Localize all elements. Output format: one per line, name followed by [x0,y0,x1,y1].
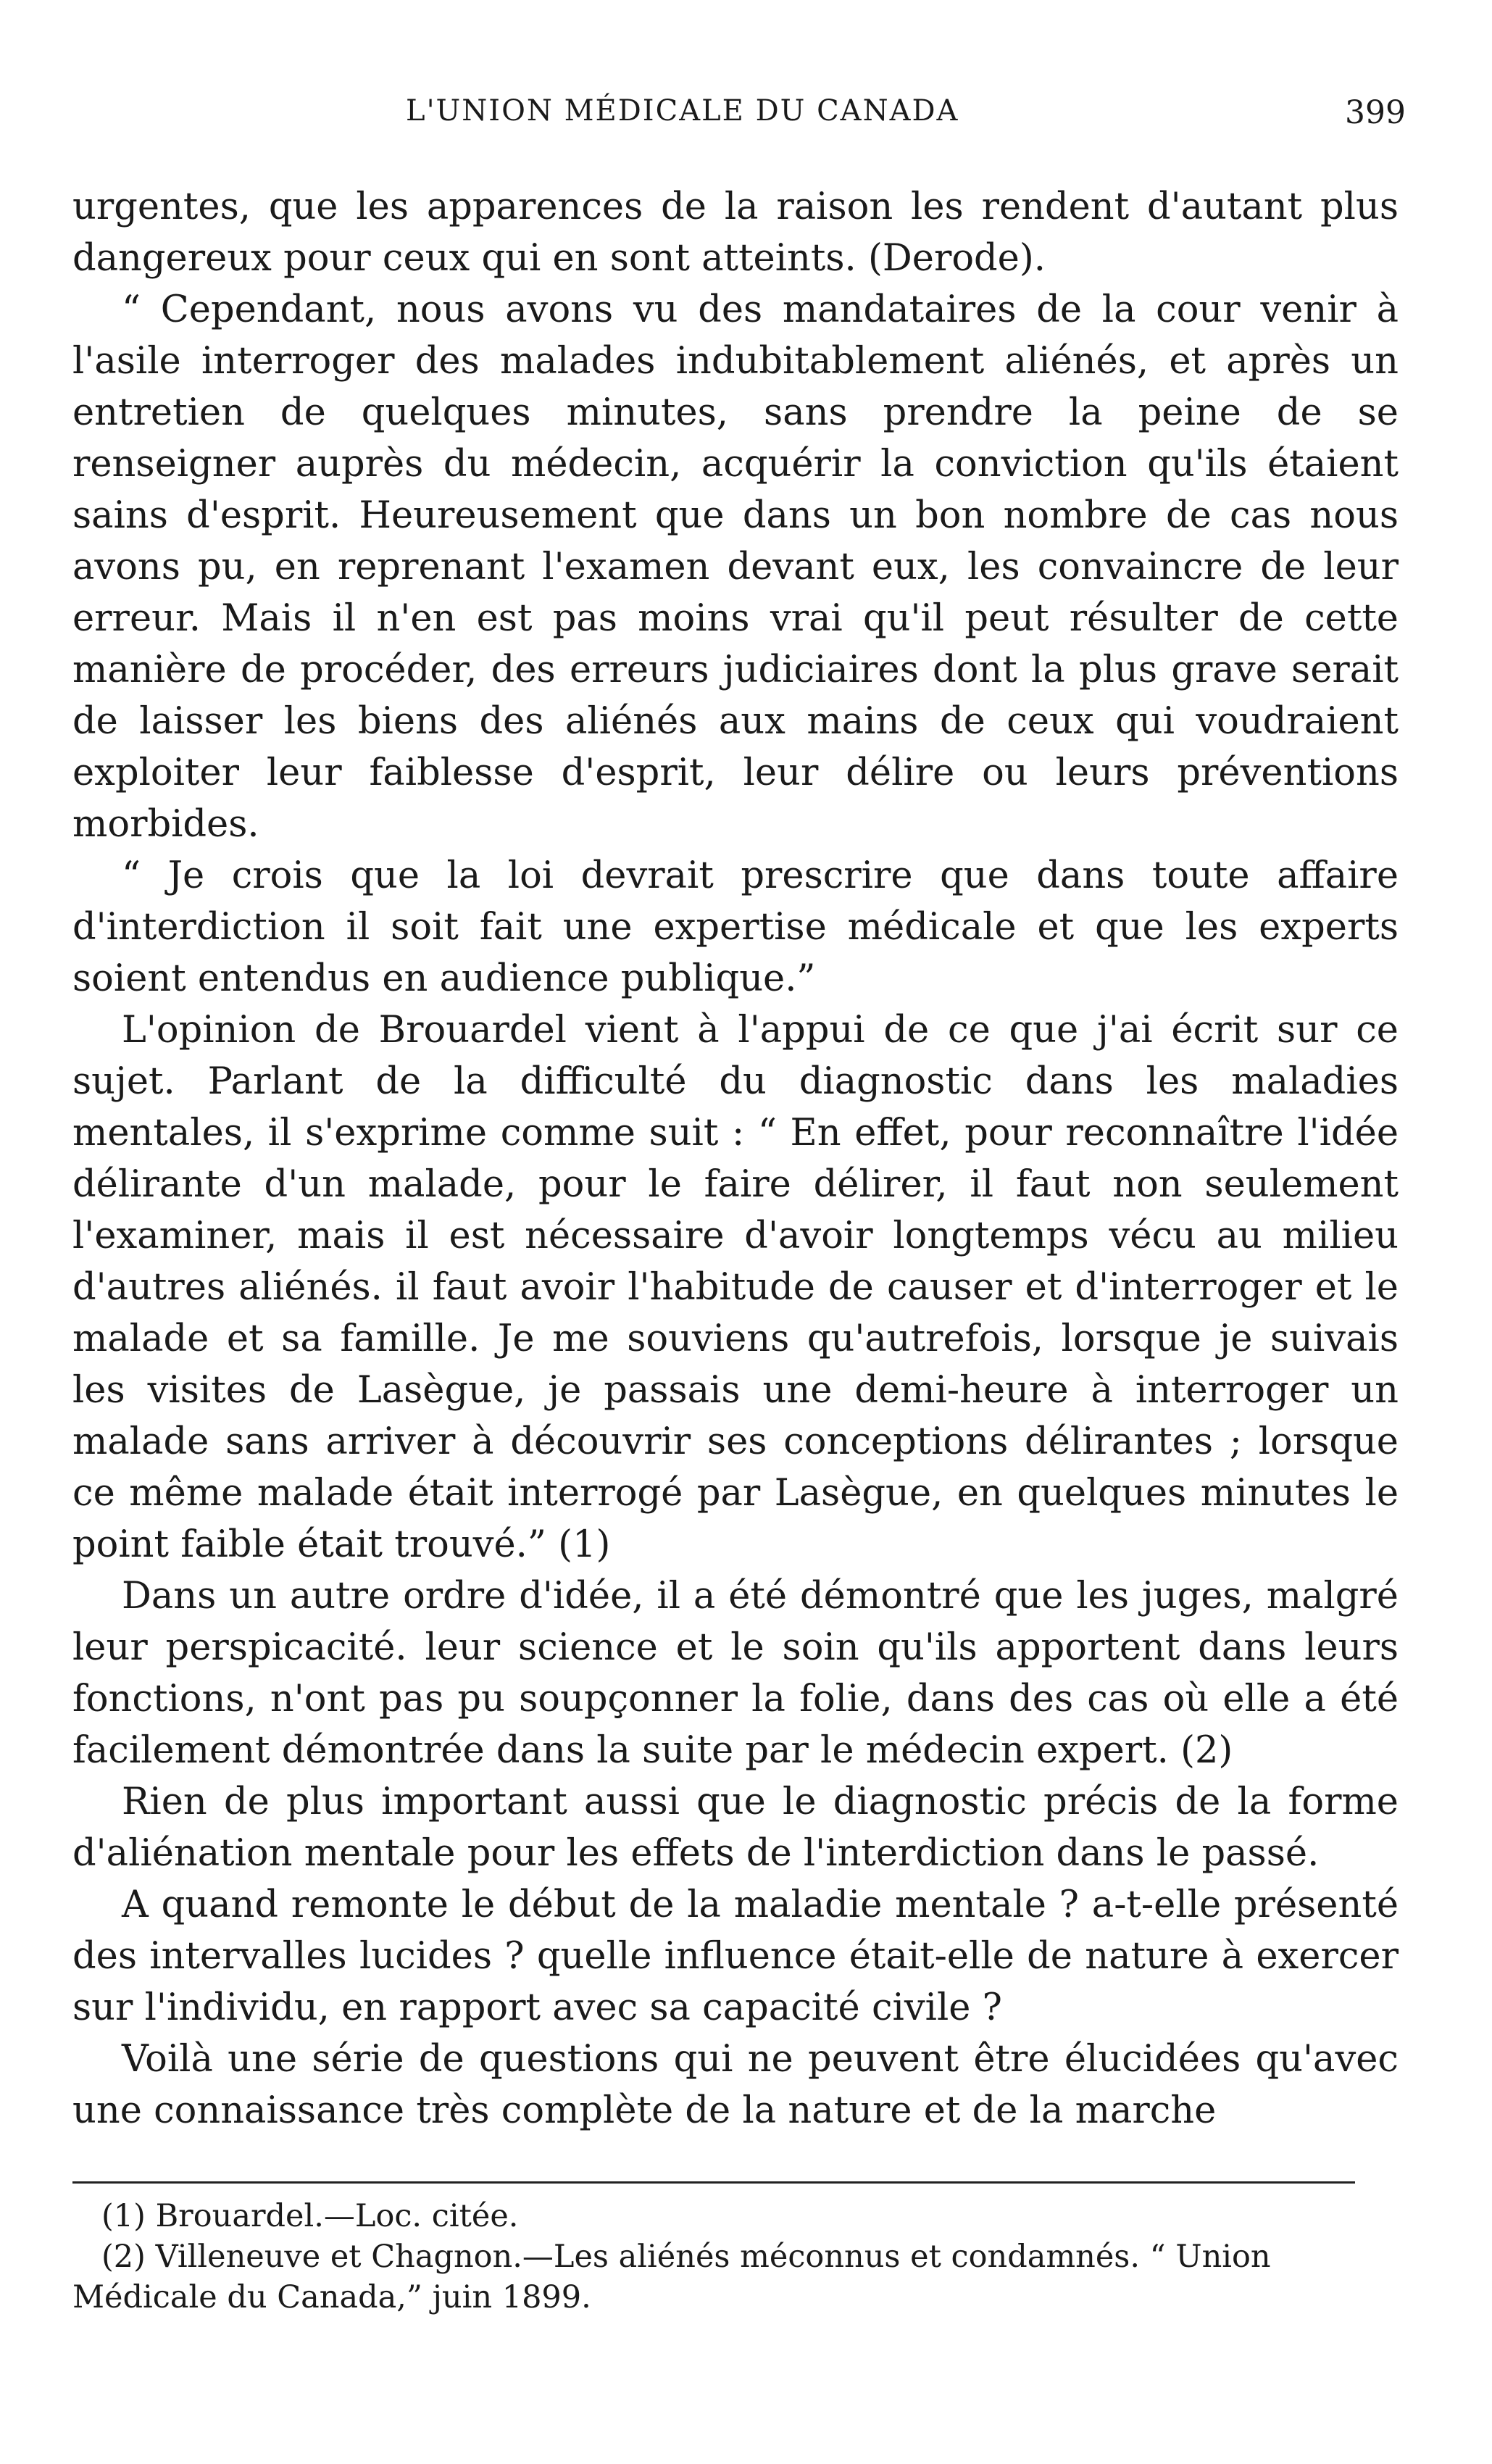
paragraph-questions: A quand remonte le début de la maladie mentale ? a-t-elle présenté des intervalles lucides ? quelle influence était-elle de nature à exercer sur l'individu, en rapport avec sa capacité civile ? [72,1884,1399,2029]
paragraph-diagnosis: Rien de plus important aussi que le diagnostic précis de la forme d'aliénation mentale pour les effets de l'interdiction dans le passé. [72,1781,1399,1875]
footnote-2: (2) Villeneuve et Chagnon.—Les aliénés méconnus et condamnés. “ Union Médicale du Canada,” juin 1899. [72,2239,1271,2315]
footnote-divider [72,2181,1355,2184]
paragraph-quote-derode: “ Cependant, nous avons vu des mandataires de la cour venir à l'asile interroger des malades indubitablement aliénés, et après un entretien de quelques minutes, sans prendre la peine de se renseigner auprès du médecin, acquérir la conviction qu'ils étaient sains d'esprit. Heureusement que dans un bon nombre de cas nous avons pu, en reprenant l'examen devant eux, les convaincre de leur erreur. Mais il n'en est pas moins vrai qu'il peut résulter de cette manière de procéder, des erreurs judiciaires dont la plus grave serait de laisser les biens des aliénés aux mains de ceux qui voudraient exploiter leur faiblesse d'esprit, leur délire ou leurs préventions morbides. [72,288,1399,846]
paragraph-quote-law: “ Je crois que la loi devrait prescrire que dans toute affaire d'interdiction il soit fait une expertise médicale et que les experts soient entendus en audience publique.” [72,854,1399,1000]
footnotes [72,2196,1362,2318]
paragraph-brouardel: L'opinion de Brouardel vient à l'appui de ce que j'ai écrit sur ce sujet. Parlant de la difficulté du diagnostic dans les maladies mentales, il s'exprime comme suit : “ En effet, pour reconnaître l'idée délirante d'un malade, pour le faire délirer, il faut non seulement l'examiner, mais il est nécessaire d'avoir longtemps vécu au milieu d'autres aliénés. il faut avoir l'habitude de causer et d'interroger et le malade et sa famille. Je me souviens qu'autrefois, lorsque je suivais les visites de Lasègue, je passais une demi-heure à interroger un malade sans arriver à découvrir ses conceptions délirantes ; lorsque ce même malade était interrogé par Lasègue, en quelques minutes le point faible était trouvé.” (1) [72,1009,1399,1566]
body-text [72,181,1399,2136]
paragraph-judges: Dans un autre ordre d'idée, il a été démontré que les juges, malgré leur perspicacité. leur science et le soin qu'ils apportent dans leurs fonctions, n'ont pas pu soupçonner la folie, dans des cas où elle a été facilement démontrée dans la suite par le médecin expert. (2) [72,1575,1399,1772]
page-header [406,94,1406,145]
paragraph-series: Voilà une série de questions qui ne peuvent être élucidées qu'avec une connaissance très complète de la nature et de la marche [72,2038,1399,2132]
page-number: 399 [1345,94,1406,131]
running-title: L'UNION MÉDICALE DU CANADA [406,94,959,128]
footnote-1: (1) Brouardel.—Loc. citée. [101,2198,519,2234]
paragraph-continuation: urgentes, que les apparences de la raison les rendent d'autant plus dangereux pour ceux qui en sont atteints. (Derode). [72,186,1399,280]
